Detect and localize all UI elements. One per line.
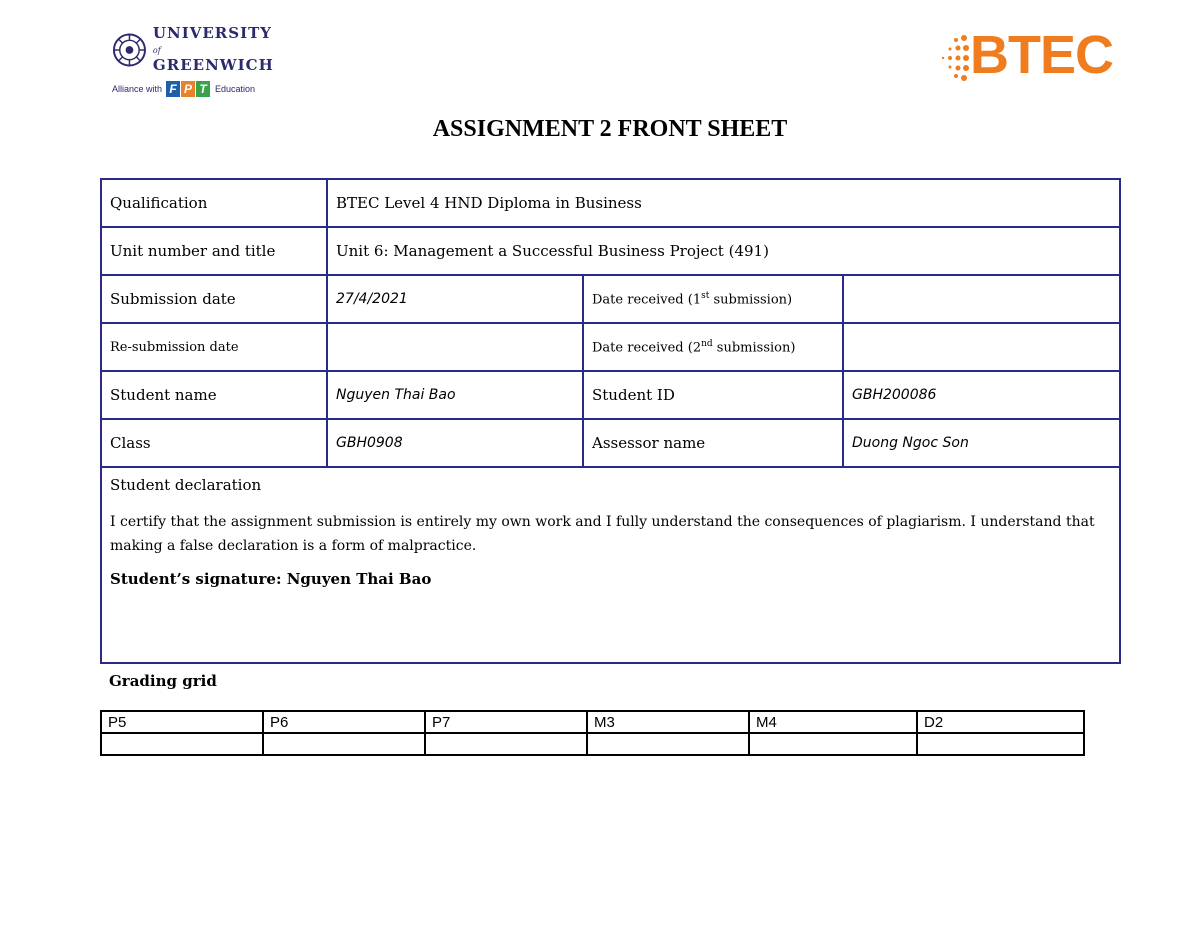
grade-header-p7: P7 [425,711,587,733]
assessor-label: Assessor name [583,419,843,467]
student-declaration [101,467,1120,663]
qualification-label: Qualification [101,179,327,227]
table-row [101,419,1120,467]
grade-value-m3 [587,733,749,755]
grading-value-row [101,733,1084,755]
date-received-1-label: Date received (1st submission) [583,275,843,323]
submission-date-label: Submission date [101,275,327,323]
front-sheet-table [100,178,1121,664]
unit-value: Unit 6: Management a Successful Business Project (491) [327,227,1120,275]
assessor-value: Duong Ngoc Son [843,419,1120,467]
table-row [101,275,1120,323]
fpt-alliance [112,81,282,97]
date-received-2-label: Date received (2nd submission) [583,323,843,371]
btec-logo [936,25,1120,92]
btec-dots-icon [936,30,972,92]
declaration-text: I certify that the assignment submission is entirely my own work and I fully understand the consequences of plagiarism. I understand that making a false declaration is a form of malpractice. [110,514,1095,554]
grade-header-m4: M4 [749,711,917,733]
university-of: of [152,46,161,55]
grading-grid-table [100,710,1085,756]
table-row [101,227,1120,275]
fpt-letter-f: F [166,81,180,97]
qualification-value: BTEC Level 4 HND Diploma in Business [327,179,1120,227]
student-name-value: Nguyen Thai Bao [327,371,583,419]
grade-value-p7 [425,733,587,755]
grade-value-p5 [101,733,263,755]
university-line1: UNIVERSITY [152,24,272,42]
grade-value-p6 [263,733,425,755]
greenwich-seal-icon [112,32,147,68]
resubmission-value [327,323,583,371]
table-row [101,179,1120,227]
grading-header-row [101,711,1084,733]
university-of-greenwich-logo [112,26,282,106]
education-text: Education [215,84,256,94]
fpt-letter-t: T [196,81,210,97]
page-title: ASSIGNMENT 2 FRONT SHEET [432,116,788,142]
unit-label: Unit number and title [101,227,327,275]
class-label: Class [101,419,327,467]
grade-value-m4 [749,733,917,755]
submission-date-value: 27/4/2021 [327,275,583,323]
alliance-text: Alliance with [112,84,163,94]
declaration-heading: Student declaration [110,476,262,494]
grade-header-d2: D2 [917,711,1084,733]
class-value: GBH0908 [327,419,583,467]
btec-text: BTEC [970,25,1113,85]
grade-header-m3: M3 [587,711,749,733]
date-received-2-value [843,323,1120,371]
student-id-label: Student ID [583,371,843,419]
grade-header-p6: P6 [263,711,425,733]
resubmission-label: Re-submission date [101,323,327,371]
grade-value-d2 [917,733,1084,755]
fpt-letter-p: P [181,81,195,97]
table-row [101,371,1120,419]
student-name-label: Student name [101,371,327,419]
grading-grid-title: Grading grid [109,672,217,690]
student-id-value: GBH200086 [843,371,1120,419]
date-received-1-value [843,275,1120,323]
university-line2: GREENWICH [152,56,274,74]
table-row [101,323,1120,371]
grade-header-p5: P5 [101,711,263,733]
student-signature: Student’s signature: Nguyen Thai Bao [110,570,432,588]
table-row [101,467,1120,663]
